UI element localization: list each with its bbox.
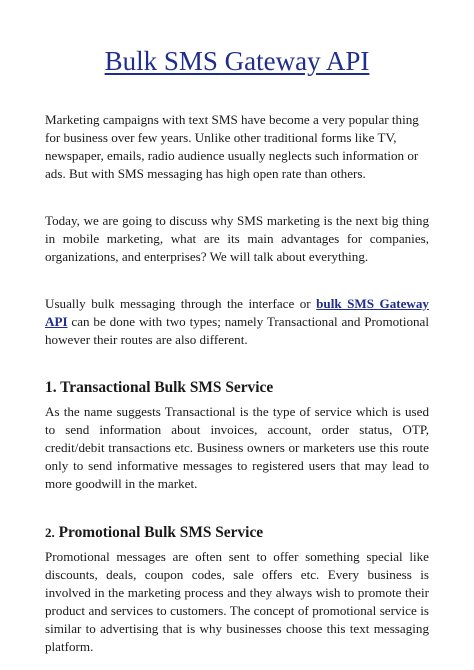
- section-number: 2.: [45, 525, 55, 540]
- intro-paragraph: Marketing campaigns with text SMS have become a very popular thing for business over few years. Unlike other traditional forms like TV, newspaper, emails, radio audience usually neglects such information or ads. But with SMS messaging has high open rate than others.: [45, 112, 419, 181]
- section-heading-promotional: [45, 523, 429, 543]
- section-heading-text: Promotional Bulk SMS Service: [58, 524, 264, 541]
- usually-paragraph: [45, 295, 429, 349]
- section-heading-transactional: [45, 378, 429, 398]
- bulk-sms-gateway-api-link[interactable]: bulk SMS Gateway API: [45, 296, 429, 329]
- promotional-paragraph: Promotional messages are often sent to offer something special like discounts, deals, coupon codes, sale offers etc. Every business is involved in the marketing process and they always wish to promote their product and services to customers. The concept of promotional service is similar to advertising that is why businesses choose this text messaging platform.: [45, 549, 429, 654]
- usually-text-after: can be done with two types; namely Transactional and Promotional however their routes are also different.: [45, 314, 429, 347]
- title-link[interactable]: Bulk SMS Gateway API: [104, 46, 370, 76]
- usually-text-before: Usually bulk messaging through the interface or: [45, 296, 317, 311]
- section-heading-text: Transactional Bulk SMS Service: [60, 379, 274, 396]
- section-number: 1.: [45, 379, 57, 396]
- transactional-paragraph: As the name suggests Transactional is the type of service which is used to send information about invoices, account, order status, OTP, credit/debit transactions etc. Business owners or marketers use this route only to send informative messages to registered users that may lead to more goodwill in the market.: [45, 404, 429, 491]
- page-title: [45, 0, 429, 78]
- today-paragraph: Today, we are going to discuss why SMS marketing is the next big thing in mobile marketing, what are its main advantages for companies, organizations, and enterprises? We will talk about everything.: [45, 213, 429, 264]
